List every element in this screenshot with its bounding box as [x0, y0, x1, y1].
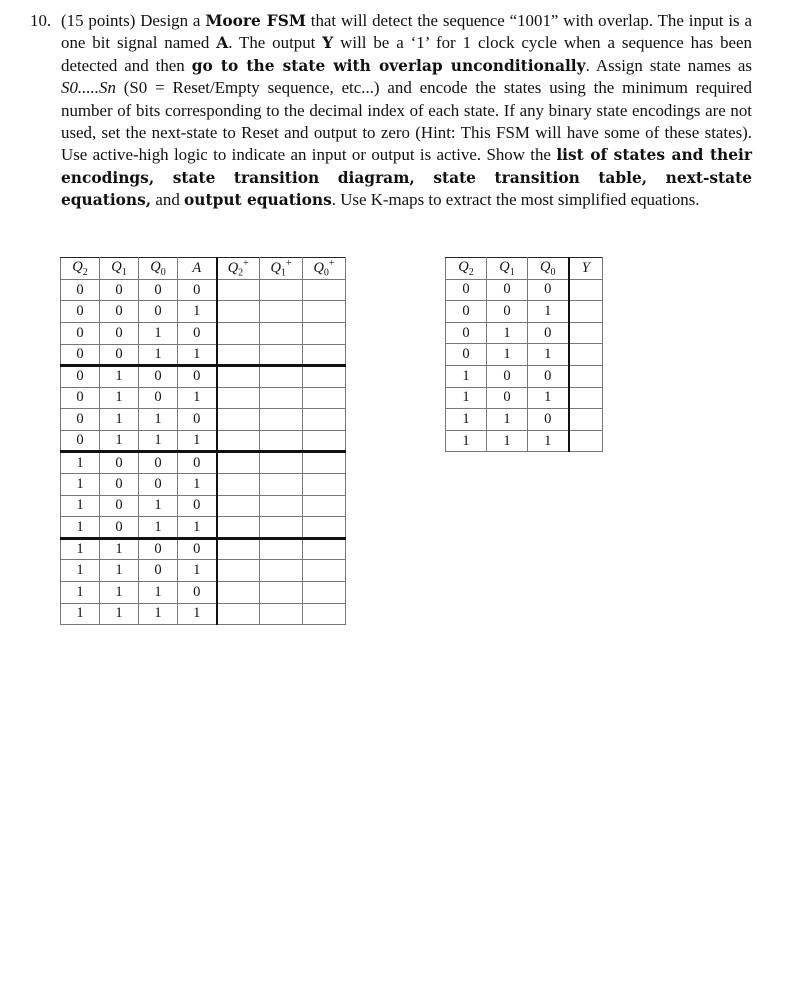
table-cell: 0 [139, 452, 178, 474]
table-cell: 0 [100, 517, 139, 539]
answer-cell[interactable] [217, 279, 260, 301]
answer-cell[interactable] [217, 430, 260, 452]
keyword-overlap: go to the state with overlap unconditionally [191, 56, 586, 75]
table-row [61, 495, 346, 517]
table-cell: 1 [487, 322, 528, 344]
answer-cell[interactable] [260, 344, 303, 366]
output-table-header [446, 258, 603, 280]
table-cell: 0 [61, 430, 100, 452]
table-cell: 1 [100, 387, 139, 409]
table-row [446, 322, 603, 344]
table-cell: 0 [178, 582, 217, 604]
table-cell: 1 [61, 495, 100, 517]
table-row [61, 452, 346, 474]
problem-text-5: (S0 = Reset/Empty sequence, etc...) and encode the states using the minimum required number of bits corresponding to the decimal index of each state. If any binary state encodings are not used, set the next-state to Reset and output to zero (Hint: This FSM will have some of these states). Use active-high logic to indicate an input or output is active. Show the [61, 78, 752, 165]
answer-cell[interactable] [260, 517, 303, 539]
table-row [61, 387, 346, 409]
table-cell: 0 [100, 301, 139, 323]
table-cell: 0 [178, 366, 217, 388]
table-cell: 1 [139, 344, 178, 366]
table-cell: 1 [487, 430, 528, 452]
table-cell: 0 [178, 538, 217, 560]
answer-cell[interactable] [569, 301, 603, 323]
table-cell: 1 [139, 430, 178, 452]
table-cell: 0 [139, 538, 178, 560]
out-header-q0: $Q_0$ [528, 258, 569, 280]
answer-cell[interactable] [217, 560, 260, 582]
table-cell: 0 [139, 560, 178, 582]
header-q1: $Q_1$ [100, 258, 139, 280]
answer-cell[interactable] [569, 409, 603, 431]
problem-statement [30, 10, 752, 212]
table-cell: 1 [139, 603, 178, 625]
problem-number: 10. [30, 11, 52, 30]
answer-cell[interactable] [569, 387, 603, 409]
answer-cell[interactable] [260, 409, 303, 431]
table-cell: 0 [178, 452, 217, 474]
table-cell: 0 [178, 279, 217, 301]
table-cell: 0 [446, 322, 487, 344]
answer-cell[interactable] [217, 452, 260, 474]
table-row [61, 430, 346, 452]
out-header-q2: $Q_2$ [446, 258, 487, 280]
table-cell: 1 [100, 430, 139, 452]
answer-cell[interactable] [303, 409, 346, 431]
answer-cell[interactable] [217, 301, 260, 323]
problem-text-1: that will detect the sequence “1001” with overlap. The input is a one bit signal named [61, 11, 752, 53]
problem-text-6: and [151, 190, 184, 210]
table-row [446, 409, 603, 431]
answer-cell[interactable] [303, 495, 346, 517]
answer-cell[interactable] [303, 344, 346, 366]
answer-cell[interactable] [217, 517, 260, 539]
answer-cell[interactable] [303, 582, 346, 604]
table-cell: 0 [100, 452, 139, 474]
table-cell: 1 [528, 344, 569, 366]
answer-cell[interactable] [217, 495, 260, 517]
answer-cell[interactable] [260, 452, 303, 474]
table-cell: 0 [61, 322, 100, 344]
answer-cell[interactable] [260, 322, 303, 344]
table-cell: 0 [446, 344, 487, 366]
table-cell: 0 [178, 322, 217, 344]
keyword-output-equations: output equations [184, 191, 332, 210]
table-cell: 1 [487, 344, 528, 366]
answer-cell[interactable] [217, 474, 260, 496]
table-cell: 0 [528, 365, 569, 387]
table-row [61, 517, 346, 539]
table-cell: 0 [528, 279, 569, 301]
output-table [445, 257, 603, 452]
answer-cell[interactable] [217, 582, 260, 604]
table-row [446, 279, 603, 301]
out-header-q1: $Q_1$ [487, 258, 528, 280]
table-cell: 0 [139, 279, 178, 301]
answer-cell[interactable] [303, 517, 346, 539]
table-cell: 0 [139, 387, 178, 409]
answer-cell[interactable] [260, 301, 303, 323]
table-cell: 1 [178, 560, 217, 582]
table-row [446, 344, 603, 366]
answer-cell[interactable] [260, 474, 303, 496]
table-cell: 1 [487, 409, 528, 431]
header-q0-next: $Q_0^+$ [303, 258, 346, 280]
answer-cell[interactable] [303, 603, 346, 625]
table-cell: 0 [100, 344, 139, 366]
table-cell: 1 [178, 517, 217, 539]
answer-cell[interactable] [303, 430, 346, 452]
table-row [446, 301, 603, 323]
table-cell: 1 [61, 582, 100, 604]
answer-cell[interactable] [303, 474, 346, 496]
table-cell: 0 [100, 279, 139, 301]
answer-cell[interactable] [303, 387, 346, 409]
table-row [61, 603, 346, 625]
table-cell: 1 [100, 409, 139, 431]
table-row [446, 365, 603, 387]
table-cell: 0 [61, 344, 100, 366]
problem-body [61, 10, 752, 212]
output-name: Y [322, 34, 334, 53]
table-cell: 1 [446, 430, 487, 452]
answer-cell[interactable] [303, 322, 346, 344]
answer-cell[interactable] [217, 344, 260, 366]
table-cell: 1 [139, 409, 178, 431]
table-cell: 0 [100, 495, 139, 517]
problem-text-3: will be a ‘1’ for 1 clock cycle when a sequence has been detected and then [61, 33, 752, 75]
table-cell: 0 [487, 387, 528, 409]
answer-cell[interactable] [569, 279, 603, 301]
table-row [446, 430, 603, 452]
table-cell: 1 [100, 538, 139, 560]
answer-cell[interactable] [260, 387, 303, 409]
table-row [61, 560, 346, 582]
table-cell: 0 [528, 322, 569, 344]
table-cell: 1 [61, 474, 100, 496]
keyword-moore-fsm: Moore FSM [205, 12, 306, 30]
table-row [61, 322, 346, 344]
table-cell: 1 [139, 517, 178, 539]
answer-cell[interactable] [260, 366, 303, 388]
table-cell: 0 [139, 474, 178, 496]
table-cell: 0 [178, 495, 217, 517]
answer-cell[interactable] [260, 560, 303, 582]
answer-cell[interactable] [217, 366, 260, 388]
answer-cell[interactable] [303, 560, 346, 582]
table-cell: 0 [446, 301, 487, 323]
answer-cell[interactable] [217, 603, 260, 625]
state-range: S0.....Sn [61, 78, 116, 98]
answer-cell[interactable] [303, 538, 346, 560]
table-cell: 0 [487, 365, 528, 387]
table-cell: 1 [178, 387, 217, 409]
table-cell: 1 [61, 452, 100, 474]
table-cell: 0 [528, 409, 569, 431]
answer-cell[interactable] [217, 387, 260, 409]
problem-text-2: . The output [228, 33, 323, 53]
table-cell: 1 [178, 603, 217, 625]
answer-cell[interactable] [260, 430, 303, 452]
table-cell: 1 [528, 387, 569, 409]
problem-text-7: . Use K-maps to extract the most simplified equations. [331, 190, 700, 210]
table-cell: 1 [100, 582, 139, 604]
problem-text-4: . Assign state names as [585, 55, 752, 75]
answer-cell[interactable] [260, 279, 303, 301]
table-row [61, 279, 346, 301]
table-cell: 0 [139, 366, 178, 388]
table-cell: 1 [139, 322, 178, 344]
header-q1-next: $Q_1^+$ [260, 258, 303, 280]
table-cell: 1 [61, 517, 100, 539]
table-cell: 1 [61, 603, 100, 625]
table-row [61, 301, 346, 323]
table-cell: 0 [100, 474, 139, 496]
problem-points: (15 points) Design a [61, 11, 206, 30]
table-cell: 1 [446, 387, 487, 409]
out-header-y: Y [569, 258, 603, 280]
table-cell: 0 [100, 322, 139, 344]
table-cell: 0 [61, 279, 100, 301]
table-cell: 1 [100, 560, 139, 582]
answer-cell[interactable] [569, 344, 603, 366]
keyword-deliverables: list of states and their encodings, state transition diagram, state transition table, next-state equations, [61, 146, 752, 210]
table-row [61, 409, 346, 431]
answer-cell[interactable] [569, 322, 603, 344]
header-q0: $Q_0$ [139, 258, 178, 280]
answer-cell[interactable] [303, 452, 346, 474]
table-cell: 0 [487, 301, 528, 323]
table-cell: 1 [139, 582, 178, 604]
table-cell: 1 [139, 495, 178, 517]
table-cell: 1 [446, 409, 487, 431]
table-cell: 1 [446, 365, 487, 387]
answer-cell[interactable] [217, 538, 260, 560]
table-cell: 0 [61, 387, 100, 409]
answer-cell[interactable] [303, 301, 346, 323]
table-cell: 0 [61, 409, 100, 431]
next-state-table-header [61, 258, 346, 280]
answer-cell[interactable] [260, 538, 303, 560]
header-a: A [178, 258, 217, 280]
table-cell: 1 [528, 430, 569, 452]
answer-cell[interactable] [260, 582, 303, 604]
table-row [61, 366, 346, 388]
table-cell: 0 [178, 409, 217, 431]
table-cell: 1 [100, 603, 139, 625]
table-cell: 0 [487, 279, 528, 301]
table-row [61, 474, 346, 496]
header-q2: $Q_2$ [61, 258, 100, 280]
answer-cell[interactable] [217, 409, 260, 431]
answer-cell[interactable] [303, 366, 346, 388]
input-name: A [216, 34, 229, 53]
answer-cell[interactable] [569, 365, 603, 387]
answer-cell[interactable] [217, 322, 260, 344]
table-cell: 1 [61, 560, 100, 582]
table-cell: 0 [139, 301, 178, 323]
table-cell: 1 [178, 344, 217, 366]
table-row [61, 344, 346, 366]
table-cell: 1 [178, 474, 217, 496]
table-cell: 1 [178, 301, 217, 323]
table-row [446, 387, 603, 409]
answer-cell[interactable] [260, 603, 303, 625]
next-state-table [60, 257, 346, 625]
table-cell: 0 [61, 366, 100, 388]
header-q2-next: $Q_2^+$ [217, 258, 260, 280]
answer-cell[interactable] [569, 430, 603, 452]
answer-cell[interactable] [303, 279, 346, 301]
table-cell: 0 [61, 301, 100, 323]
table-cell: 0 [446, 279, 487, 301]
table-cell: 1 [100, 366, 139, 388]
table-cell: 1 [178, 430, 217, 452]
table-row [61, 582, 346, 604]
table-row [61, 538, 346, 560]
answer-cell[interactable] [260, 495, 303, 517]
table-cell: 1 [61, 538, 100, 560]
table-cell: 1 [528, 301, 569, 323]
